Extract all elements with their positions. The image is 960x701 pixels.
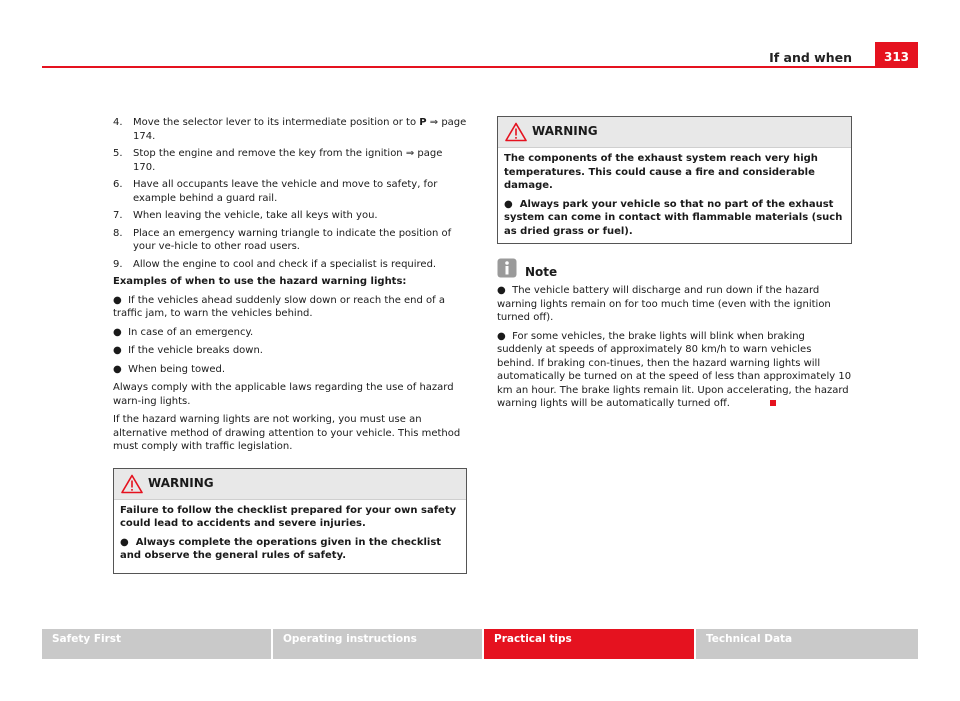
step-item: 6. Have all occupants leave the vehicle and move to safety, for example behind a guard rail.	[113, 179, 438, 204]
page-number: 313	[875, 42, 918, 68]
warning-header	[498, 117, 851, 148]
tab-technical-data[interactable]: Technical Data	[696, 629, 918, 659]
section-end-marker	[770, 400, 776, 406]
left-column	[113, 116, 467, 574]
header-rule	[42, 66, 918, 68]
examples-heading: Examples of when to use the hazard warning lights:	[113, 276, 407, 287]
warning-triangle-icon	[505, 122, 527, 142]
tab-operating-instructions[interactable]: Operating instructions	[273, 629, 482, 659]
list-item: ● Always complete the operations given in the checklist and observe the general rules of safety.	[120, 536, 442, 561]
step-item: 7. When leaving the vehicle, take all keys with you.	[113, 210, 378, 221]
step-list	[113, 116, 467, 271]
paragraph: Always comply with the applicable laws regarding the use of hazard warn-ing lights.	[113, 382, 454, 407]
list-item: ● The vehicle battery will discharge and run down if the hazard warning lights remain on for too much time (even with the ignition turned off).	[497, 285, 831, 323]
warning-body: Failure to follow the checklist prepared for your own safety could lead to accidents and severe injuries. ● Always complete the operations given in the checklist and observe the general rules of safety.	[114, 500, 466, 573]
note-header	[497, 258, 852, 282]
section-title: If and when	[769, 50, 852, 65]
list-item: ● If the vehicles ahead suddenly slow down or reach the end of a traffic jam, to warn the vehicles behind.	[113, 294, 445, 319]
list-item: ● If the vehicle breaks down.	[113, 345, 263, 356]
paragraph: If the hazard warning lights are not working, you must use an alternative method of drawing attention to your vehicle. This method must comply with traffic legislation.	[113, 414, 461, 452]
step-item: 8. Place an emergency warning triangle to indicate the position of your ve-hicle to other road users.	[113, 227, 452, 252]
warning-header	[114, 469, 466, 500]
warning-title: WARNING	[532, 124, 598, 138]
footer-nav	[42, 629, 918, 659]
list-item: ● In case of an emergency.	[113, 326, 254, 338]
list-item: ● When being towed.	[113, 363, 226, 375]
warning-box-left	[113, 468, 467, 574]
tab-safety-first[interactable]: Safety First	[42, 629, 271, 659]
warning-body: The components of the exhaust system reach very high temperatures. This could cause a fire and considerable damage. ● Always park your vehicle so that no part of the exhaust system can come in contact with flammable materials (such as dried grass or fuel).	[504, 153, 843, 237]
step-item: 9. Allow the engine to cool and check if a specialist is required.	[113, 258, 437, 270]
note-title: Note	[525, 265, 558, 279]
info-icon	[497, 258, 517, 278]
warning-title: WARNING	[148, 475, 214, 490]
list-item: ● For some vehicles, the brake lights will blink when braking suddenly at speeds of approximately 80 km/h to warn vehicles behind. If braking con-tinues, then the hazard warning lights will automatically be turned on at the speed of less than approximately 10 km an hour. The brake lights remain lit. Upon accelerating, the hazard warning lights will be automatically turned off.	[497, 330, 852, 409]
list-item: ● Always park your vehicle so that no part of the exhaust system can come in contact with flammable materials (such as dried grass or fuel).	[504, 198, 843, 237]
step-item: 5. Stop the engine and remove the key from the ignition ⇒ page 170.	[113, 148, 443, 173]
right-column	[497, 116, 852, 416]
warning-triangle-icon	[121, 474, 143, 494]
warning-box-right	[497, 116, 852, 244]
step-item: 4. Move the selector lever to its intermediate position or to P ⇒ page 174.	[113, 117, 467, 142]
tab-practical-tips[interactable]: Practical tips	[484, 629, 694, 659]
